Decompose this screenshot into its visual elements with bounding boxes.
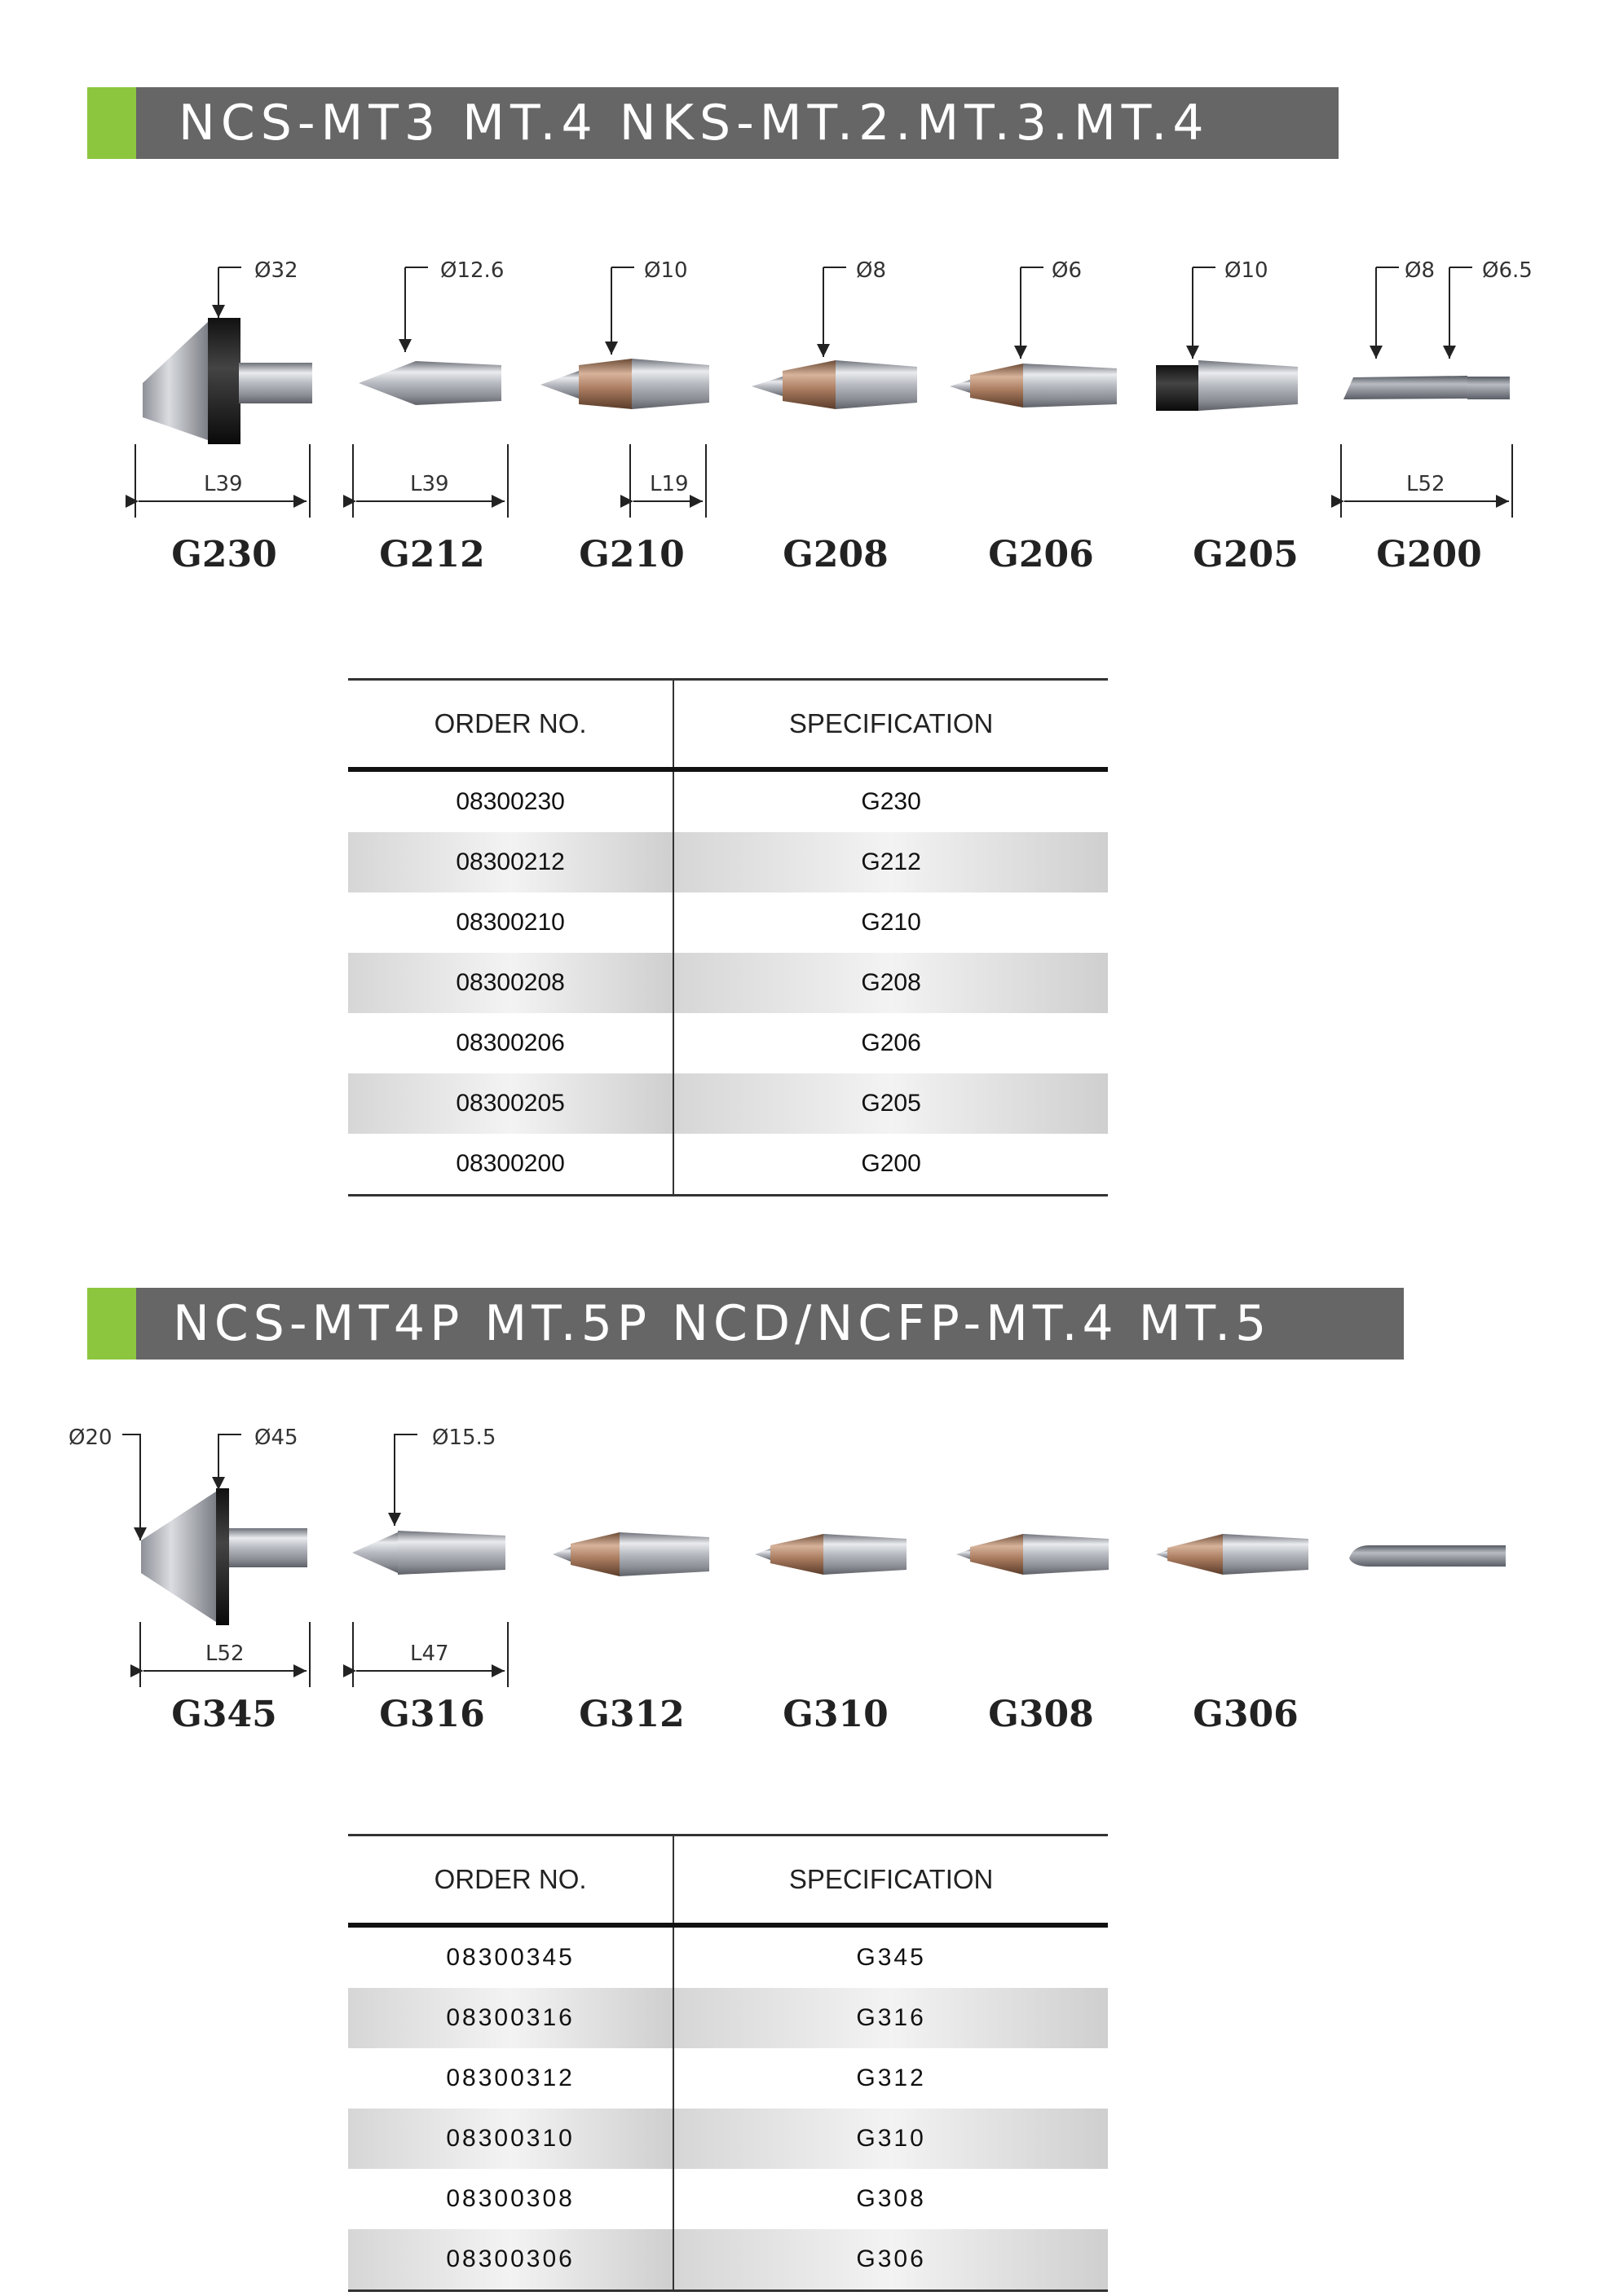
table-header-row <box>348 680 1108 770</box>
section2-title: NCS-MT4P MT.5P NCD/NCFP-MT.4 MT.5 <box>173 1295 1272 1352</box>
table-row <box>348 1988 1108 2048</box>
order-no: 08300306 <box>348 2229 673 2291</box>
specification: G345 <box>856 1944 926 1971</box>
table-row <box>348 832 1108 892</box>
specification-header: SPECIFICATION <box>673 680 1108 770</box>
part-label: G312 <box>579 1694 685 1735</box>
order-no: 08300310 <box>348 2109 673 2169</box>
table-row <box>348 2048 1108 2109</box>
part-label: G345 <box>171 1694 277 1735</box>
part-label: G310 <box>783 1694 889 1735</box>
banner-accent <box>87 1288 136 1360</box>
g230-len: L39 <box>204 472 243 496</box>
specification: G210 <box>861 909 921 936</box>
order-no: 08300205 <box>348 1073 673 1134</box>
g310-drawing <box>755 1534 907 1575</box>
section1-drawings <box>0 0 1597 619</box>
g200-dia1: Ø8 <box>1405 258 1436 283</box>
section1-parts <box>0 0 1597 619</box>
g200-len: L52 <box>1406 472 1445 496</box>
g208-drawing <box>752 267 917 409</box>
part-label: G308 <box>988 1694 1094 1735</box>
section2-parts <box>0 1386 1597 1761</box>
specification: G312 <box>856 2065 926 2091</box>
part-label: G205 <box>1193 534 1299 575</box>
specification: G306 <box>673 2229 1108 2291</box>
specification: G208 <box>673 953 1108 1013</box>
section2-pin-drawing <box>1349 1545 1506 1567</box>
g206-dia: Ø6 <box>1052 258 1083 283</box>
g345-len: L52 <box>205 1642 245 1666</box>
table-row <box>348 1073 1108 1134</box>
order-no: 08300212 <box>348 832 673 892</box>
specification: G200 <box>673 1134 1108 1196</box>
specification: G205 <box>673 1073 1108 1134</box>
specification: G310 <box>673 2109 1108 2169</box>
order-no: 08300308 <box>348 2169 673 2229</box>
table-row <box>348 1134 1108 1196</box>
g212-len: L39 <box>410 472 449 496</box>
section2-banner <box>87 1288 1404 1360</box>
table-row <box>348 2109 1108 2169</box>
part-label: G206 <box>988 534 1094 575</box>
g308-drawing <box>956 1534 1109 1575</box>
g200-dia2: Ø6.5 <box>1482 258 1533 283</box>
order-no: 08300312 <box>348 2048 673 2109</box>
section1-title: NCS-MT3 MT.4 NKS-MT.2.MT.3.MT.4 <box>179 95 1210 152</box>
table-row <box>348 1925 1108 1988</box>
order-no: 08300208 <box>348 953 673 1013</box>
order-no: 08300210 <box>348 892 673 953</box>
g210-dia: Ø10 <box>644 258 688 283</box>
g345-dia-large: Ø45 <box>254 1426 298 1450</box>
part-label: G306 <box>1193 1694 1299 1735</box>
order-no-header: ORDER NO. <box>348 680 673 770</box>
part-label: G212 <box>379 534 485 575</box>
g210-len: L19 <box>650 472 689 496</box>
specification: G212 <box>673 832 1108 892</box>
table-row <box>348 2169 1108 2229</box>
section1-order-table <box>348 678 1108 1196</box>
order-no-header: ORDER NO. <box>348 1835 673 1926</box>
order-no: 08300200 <box>348 1134 673 1196</box>
g230-dia: Ø32 <box>254 258 298 283</box>
g306-drawing <box>1156 1534 1308 1575</box>
specification: G316 <box>673 1988 1108 2048</box>
table-row <box>348 1013 1108 1073</box>
part-label: G210 <box>579 534 685 575</box>
specification: G308 <box>856 2185 926 2212</box>
part-label: G230 <box>171 534 277 575</box>
table-row <box>348 2229 1108 2291</box>
g205-drawing <box>1156 267 1298 411</box>
g345-dia-small: Ø20 <box>68 1426 112 1450</box>
section2-order-table <box>348 1834 1108 2292</box>
g208-dia: Ø8 <box>856 258 887 283</box>
order-no: 08300230 <box>348 769 673 832</box>
part-label: G208 <box>783 534 889 575</box>
g212-dia: Ø12.6 <box>440 258 505 283</box>
table-row <box>348 953 1108 1013</box>
table-row <box>348 769 1108 832</box>
table-header-row <box>348 1835 1108 1926</box>
order-no: 08300316 <box>348 1988 673 2048</box>
part-label: G316 <box>379 1694 485 1735</box>
g316-dia: Ø15.5 <box>432 1426 496 1450</box>
specification: G230 <box>861 788 921 815</box>
order-no: 08300345 <box>348 1925 673 1988</box>
g205-dia: Ø10 <box>1224 258 1268 283</box>
g312-drawing <box>553 1532 709 1576</box>
part-label: G200 <box>1376 534 1482 575</box>
specification: G206 <box>861 1029 921 1056</box>
g206-drawing <box>950 267 1117 408</box>
table-row <box>348 892 1108 953</box>
specification-header: SPECIFICATION <box>673 1835 1108 1926</box>
order-no: 08300206 <box>348 1013 673 1073</box>
g316-len: L47 <box>410 1642 449 1666</box>
